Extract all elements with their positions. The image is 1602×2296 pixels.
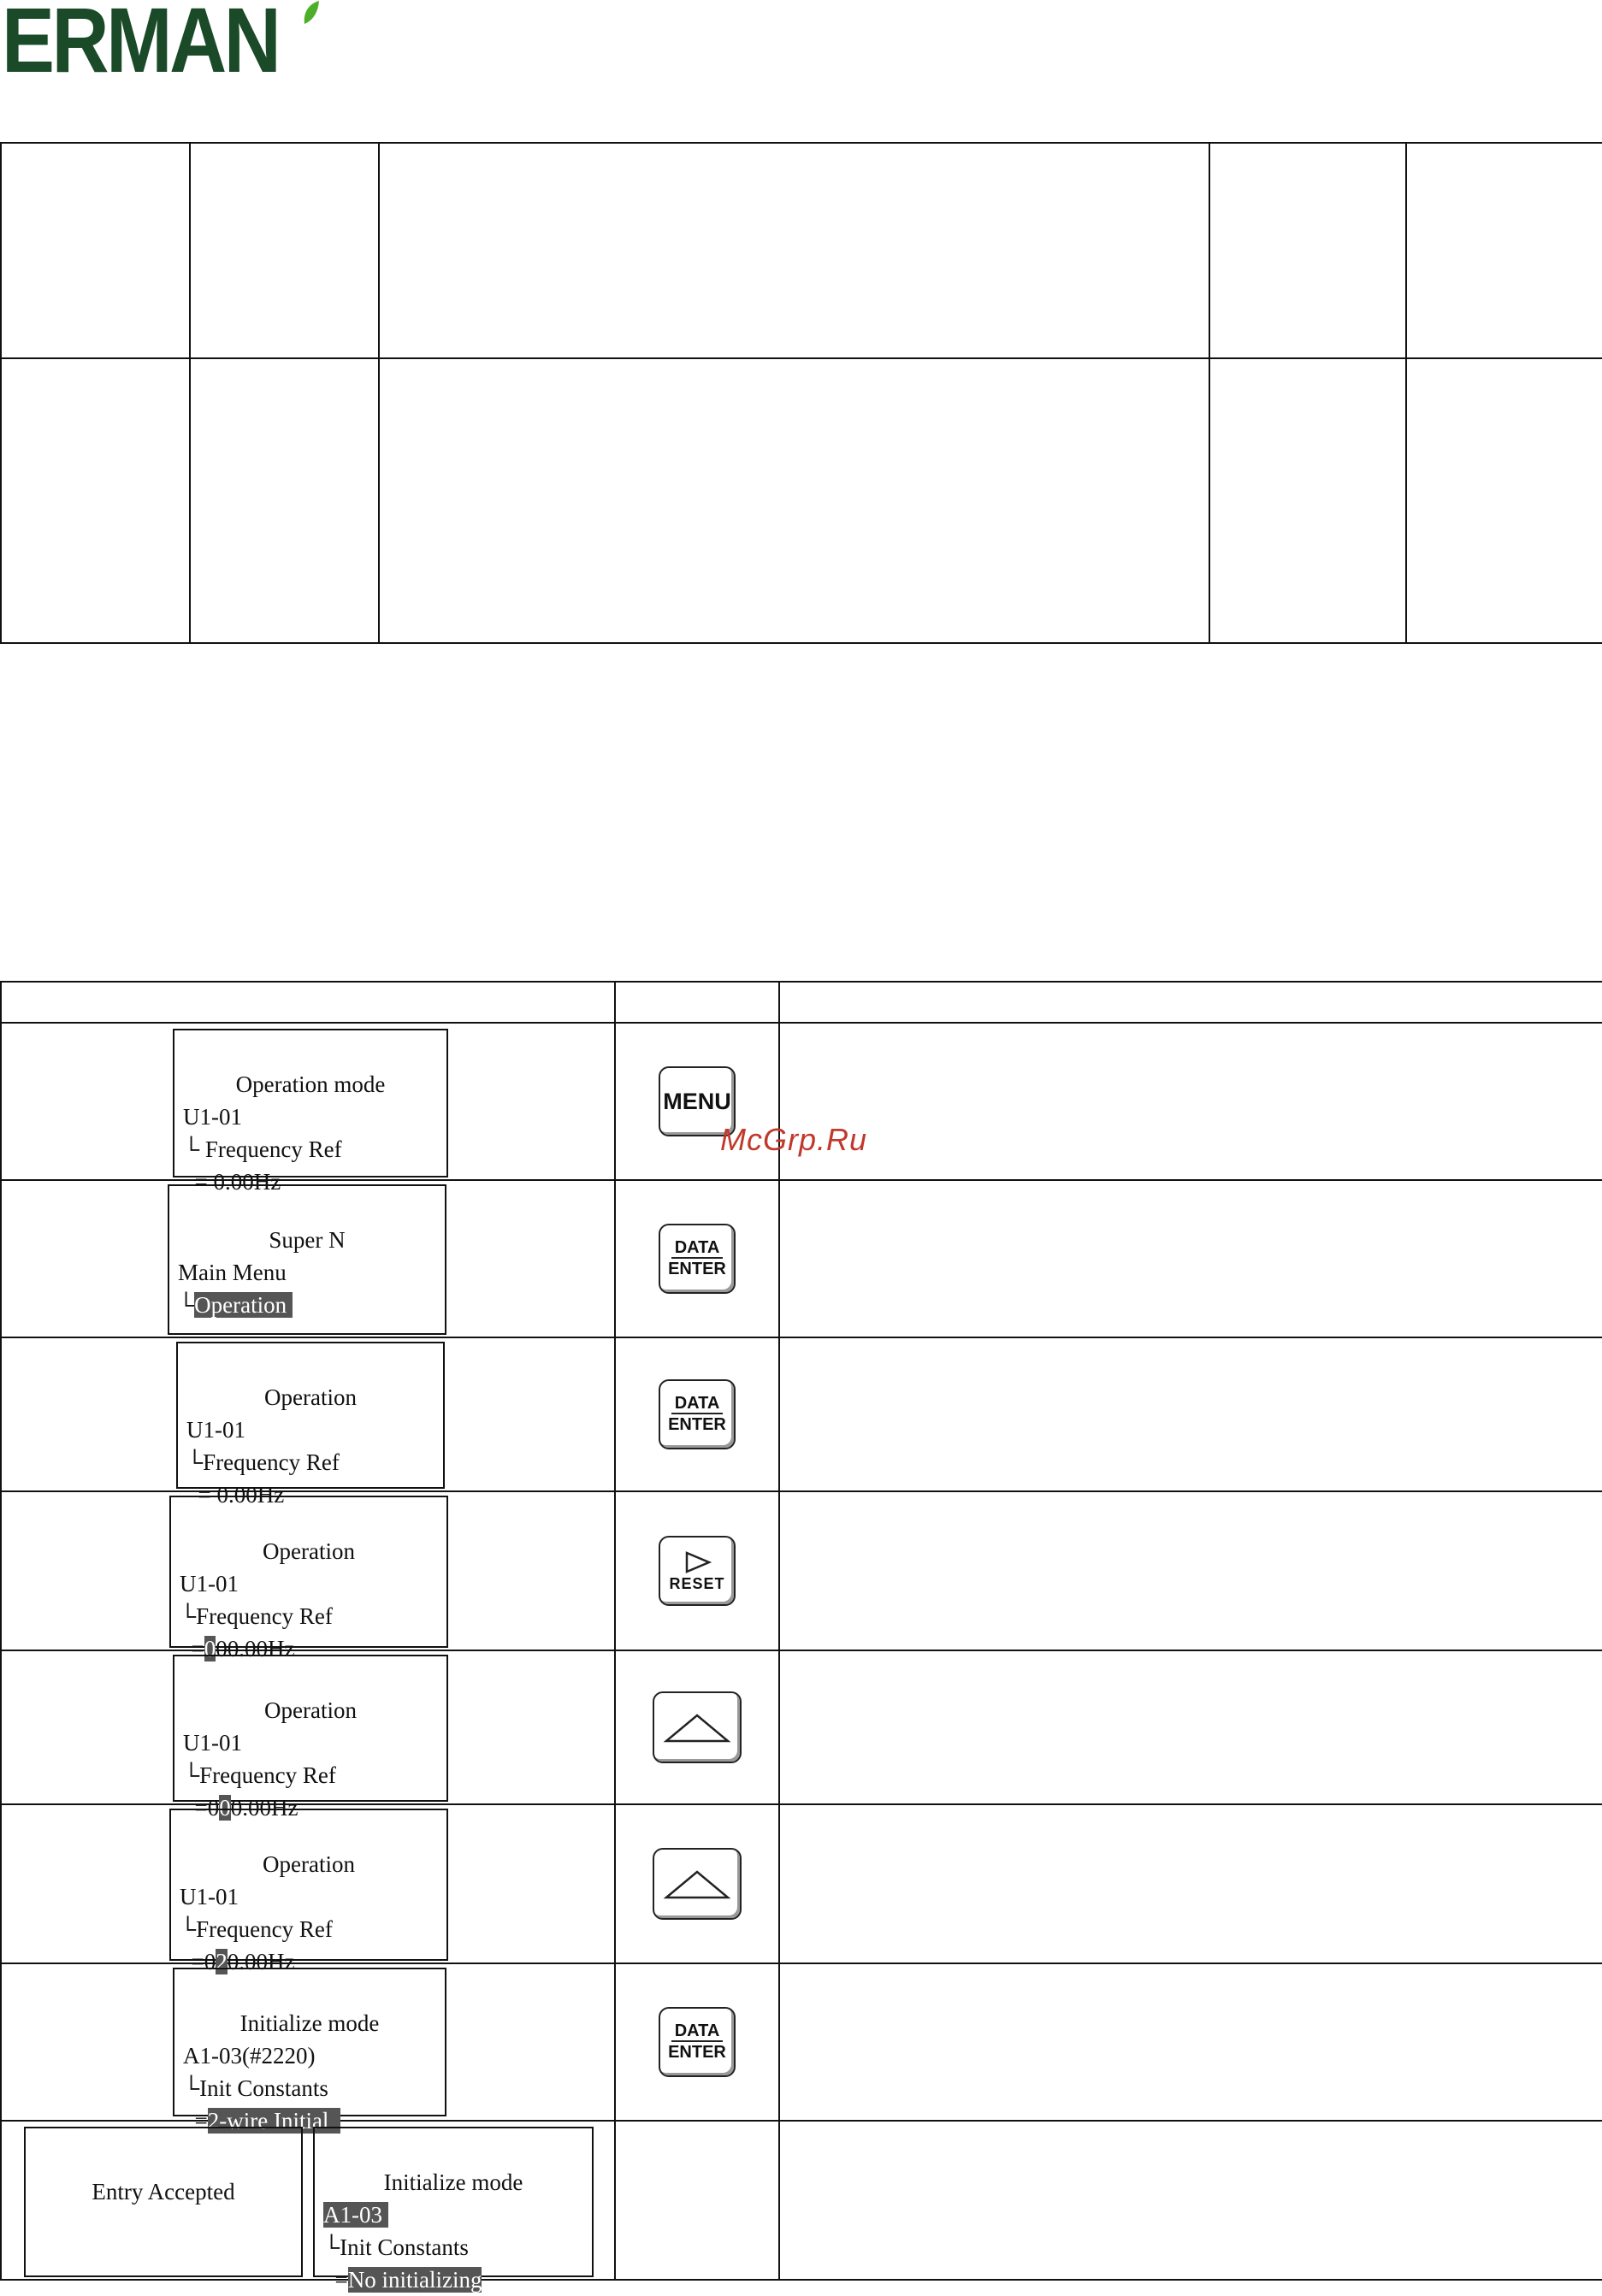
screen-line: └Frequency Ref: [180, 1603, 333, 1629]
screen-line: U1-01: [186, 1417, 245, 1443]
screen-line: = 0.00Hz: [183, 1169, 281, 1195]
screen-line: U1-01: [183, 1730, 242, 1756]
screen-title: Operation: [264, 1384, 357, 1410]
value-prefix: =0: [183, 1795, 220, 1821]
description-cell: [779, 1963, 1602, 2121]
screen-line: U1-01: [180, 1571, 239, 1597]
table-cell: [1406, 358, 1602, 643]
table-cell: [379, 358, 1209, 643]
up-arrow-icon: [663, 1867, 731, 1901]
lcd-screen: [173, 1968, 446, 2134]
screen-line: Main Menu: [178, 1260, 287, 1285]
right-arrow-icon: [678, 1549, 716, 1575]
screen-line: └Frequency Ref: [186, 1449, 340, 1475]
value-prefix: =0: [180, 1949, 216, 1974]
spec-table: [0, 142, 1602, 644]
value-prefix: =: [323, 2267, 348, 2293]
reset-key-button[interactable]: RESET: [659, 1536, 736, 1606]
table-row: [1, 1650, 1602, 1804]
table-row: [1, 1491, 1602, 1650]
lcd-screen: [176, 1342, 445, 1508]
table-row: [1, 1180, 1602, 1337]
table-row: [1, 2121, 1602, 2280]
table-cell: [1209, 143, 1406, 358]
screen-title: Initialize mode: [239, 2010, 380, 2036]
value-suffix: 0.00Hz: [227, 1949, 295, 1974]
screen-line: └Frequency Ref: [180, 1916, 333, 1942]
table-cell: [1209, 358, 1406, 643]
screen-line: └Frequency Ref: [183, 1762, 336, 1788]
screen-line: └Init Constants: [323, 2234, 469, 2260]
lcd-screen: [173, 1029, 448, 1195]
value-prefix: =: [180, 1636, 204, 1662]
description-cell: [779, 1023, 1602, 1180]
description-cell: [779, 1804, 1602, 1963]
table-row: [1, 1337, 1602, 1491]
header-cell: [615, 982, 779, 1023]
entry-accepted-text: Entry Accepted: [92, 2179, 235, 2205]
table-cell: [1, 358, 190, 643]
value-prefix: =: [183, 2108, 208, 2134]
screen-line: = 0.00Hz: [186, 1482, 285, 1508]
screen-title: Operation: [263, 1538, 355, 1564]
table-cell: [190, 143, 379, 358]
data-enter-key-button[interactable]: DATA ENTER: [659, 1224, 736, 1294]
highlighted-parameter: A1-03: [323, 2202, 388, 2228]
lcd-screen: [168, 1184, 446, 1335]
data-enter-key-button[interactable]: DATA ENTER: [659, 1379, 736, 1449]
up-key-button[interactable]: [653, 1691, 742, 1763]
selected-option: No initializing: [347, 2267, 482, 2293]
selected-option: 2-wire Initial: [207, 2108, 340, 2134]
lcd-screen: [313, 2127, 594, 2293]
key-cell: [615, 2121, 779, 2280]
screen-title: Operation: [263, 1851, 355, 1877]
highlighted-selection: Operation: [194, 1292, 293, 1318]
screen-line: A1-03(#2220): [183, 2043, 316, 2069]
table-cell: [1, 143, 190, 358]
screen-title: Operation: [264, 1697, 357, 1723]
screen-line: U1-01: [183, 1104, 242, 1130]
lcd-screen: [169, 1496, 448, 1662]
screen-title: Initialize mode: [383, 2169, 523, 2195]
cursor-digit: 0: [204, 1636, 216, 1662]
entry-accepted-screen: [24, 2127, 303, 2277]
menu-key-button[interactable]: MENU: [659, 1066, 736, 1136]
screen-title: Super N: [269, 1227, 346, 1253]
cursor-digit: 0: [219, 1795, 231, 1821]
header-cell: [1, 982, 615, 1023]
description-cell: [779, 1337, 1602, 1491]
screen-line: └ Frequency Ref: [183, 1136, 342, 1162]
watermark: McGrp.Ru: [720, 1122, 868, 1157]
description-cell: [779, 2121, 1602, 2280]
description-cell: [779, 1180, 1602, 1337]
value-suffix: 0.00Hz: [230, 1795, 299, 1821]
erman-logo: ERMAN: [2, 0, 279, 91]
screen-line: U1-01: [180, 1884, 239, 1909]
up-key-button[interactable]: [653, 1848, 742, 1920]
screen-line: └Init Constants: [183, 2075, 328, 2101]
screen-line-prefix: └: [178, 1292, 195, 1318]
up-arrow-icon: [663, 1710, 731, 1744]
lcd-screen: [169, 1809, 448, 1974]
table-cell: [1406, 143, 1602, 358]
table-row: [1, 1963, 1602, 2121]
screen-title: Operation mode: [235, 1071, 386, 1097]
header-cell: [779, 982, 1602, 1023]
operation-steps-table: [0, 981, 1602, 2293]
data-enter-key-button[interactable]: DATA ENTER: [659, 2007, 736, 2077]
table-cell: [379, 143, 1209, 358]
leaf-icon: [301, 0, 320, 26]
lcd-screen: [173, 1655, 448, 1821]
value-suffix: 00.00Hz: [216, 1636, 295, 1662]
description-cell: [779, 1491, 1602, 1650]
table-cell: [190, 358, 379, 643]
description-cell: [779, 1650, 1602, 1804]
cursor-digit: 2: [216, 1949, 228, 1974]
table-row: [1, 1804, 1602, 1963]
